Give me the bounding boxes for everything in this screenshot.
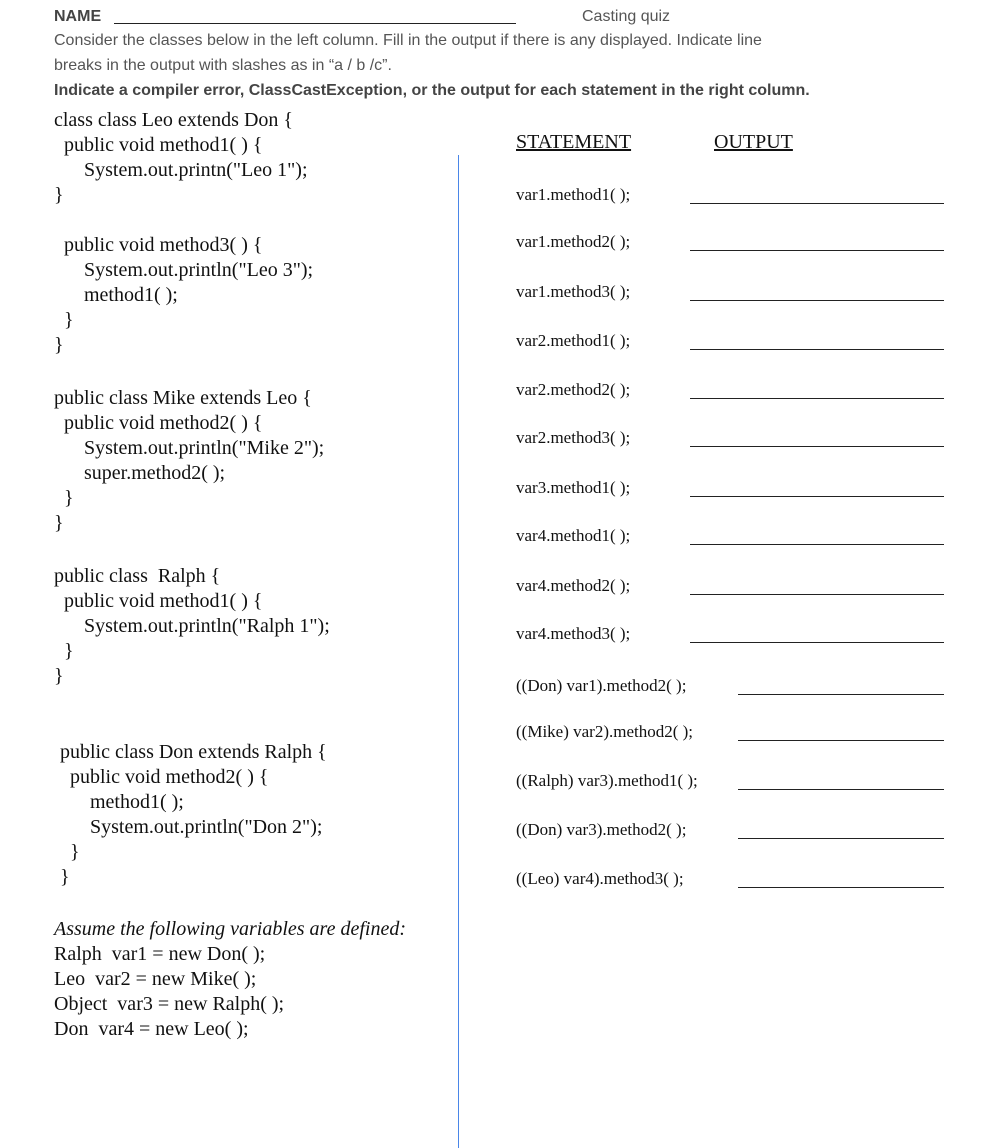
code-line: public class Mike extends Leo { <box>54 387 312 409</box>
output-answer-line[interactable] <box>690 446 944 447</box>
code-line: public void method1( ) { <box>54 134 263 156</box>
output-answer-line[interactable] <box>738 694 944 695</box>
code-line: Leo var2 = new Mike( ); <box>54 968 257 990</box>
statement-text: var4.method1( ); <box>516 526 631 545</box>
code-line: super.method2( ); <box>54 462 226 484</box>
output-answer-line[interactable] <box>690 544 944 545</box>
code-line: public void method2( ) { <box>60 766 269 788</box>
statement-text: var1.method2( ); <box>516 232 631 251</box>
quiz-title: Casting quiz <box>582 8 671 25</box>
code-line: } <box>54 487 74 509</box>
output-answer-line[interactable] <box>690 250 944 251</box>
code-line: } <box>54 184 64 206</box>
output-answer-line[interactable] <box>738 789 944 790</box>
vars-heading: Assume the following variables are defined: <box>54 918 406 940</box>
output-header: OUTPUT <box>714 131 793 153</box>
class-leo-block <box>54 108 313 358</box>
output-answer-line[interactable] <box>690 594 944 595</box>
code-line: } <box>54 512 64 534</box>
output-answer-line[interactable] <box>690 349 944 350</box>
instructions-line-2: breaks in the output with slashes as in “a / b /c”. <box>54 57 392 74</box>
statement-text: ((Mike) var2).method2( ); <box>516 722 694 741</box>
code-line: public void method3( ) { <box>54 234 263 256</box>
variable-declarations <box>54 942 284 1042</box>
output-answer-line[interactable] <box>690 398 944 399</box>
output-answer-line[interactable] <box>738 740 944 741</box>
code-line: System.out.println("Leo 3"); <box>54 259 314 281</box>
code-line: public void method2( ) { <box>54 412 263 434</box>
instructions-line-3: Indicate a compiler error, ClassCastException, or the output for each statement in the right column. <box>54 82 810 99</box>
instructions-line-1: Consider the classes below in the left column. Fill in the output if there is any displayed. Indicate line <box>54 32 762 49</box>
code-line: method1( ); <box>54 284 178 306</box>
code-line: public class Ralph { <box>54 565 221 587</box>
output-answer-line[interactable] <box>690 642 944 643</box>
code-line: System.out.println("Mike 2"); <box>54 437 325 459</box>
statement-text: var1.method3( ); <box>516 282 631 301</box>
code-line: method1( ); <box>60 791 184 813</box>
statement-header: STATEMENT <box>516 131 632 153</box>
code-line: System.out.println("Don 2"); <box>60 816 323 838</box>
class-mike-block <box>54 386 324 536</box>
class-don-block <box>60 740 327 890</box>
output-answer-line[interactable] <box>738 838 944 839</box>
name-label: NAME <box>54 8 102 25</box>
output-answer-line[interactable] <box>738 887 944 888</box>
code-line: } <box>54 334 64 356</box>
output-answer-line[interactable] <box>690 300 944 301</box>
code-line: public void method1( ) { <box>54 590 263 612</box>
statement-text: ((Ralph) var3).method1( ); <box>516 771 698 790</box>
statement-text: var2.method3( ); <box>516 428 631 447</box>
output-answer-line[interactable] <box>690 496 944 497</box>
code-line: } <box>60 866 70 888</box>
statement-text: ((Don) var1).method2( ); <box>516 676 687 695</box>
statement-text: var1.method1( ); <box>516 185 631 204</box>
code-line: System.out.println("Ralph 1"); <box>54 615 330 637</box>
code-line: class class Leo extends Don { <box>54 109 293 131</box>
code-line <box>54 208 313 233</box>
statement-text: ((Don) var3).method2( ); <box>516 820 687 839</box>
code-line: } <box>54 665 64 687</box>
statement-text: var2.method1( ); <box>516 331 631 350</box>
code-line: } <box>60 841 80 863</box>
statement-text: var2.method2( ); <box>516 380 631 399</box>
statement-text: var4.method2( ); <box>516 576 631 595</box>
code-line: } <box>54 640 74 662</box>
statement-text: var3.method1( ); <box>516 478 631 497</box>
output-answer-line[interactable] <box>690 203 944 204</box>
column-divider <box>458 155 459 1148</box>
code-line: Object var3 = new Ralph( ); <box>54 993 285 1015</box>
code-line: Ralph var1 = new Don( ); <box>54 943 266 965</box>
name-input-line[interactable] <box>114 23 516 24</box>
code-line: Don var4 = new Leo( ); <box>54 1018 249 1040</box>
class-ralph-block <box>54 564 330 689</box>
code-line: public class Don extends Ralph { <box>60 741 327 763</box>
statement-text: ((Leo) var4).method3( ); <box>516 869 684 888</box>
statement-text: var4.method3( ); <box>516 624 631 643</box>
code-line: System.out.printn("Leo 1"); <box>54 159 308 181</box>
code-line: } <box>54 309 74 331</box>
